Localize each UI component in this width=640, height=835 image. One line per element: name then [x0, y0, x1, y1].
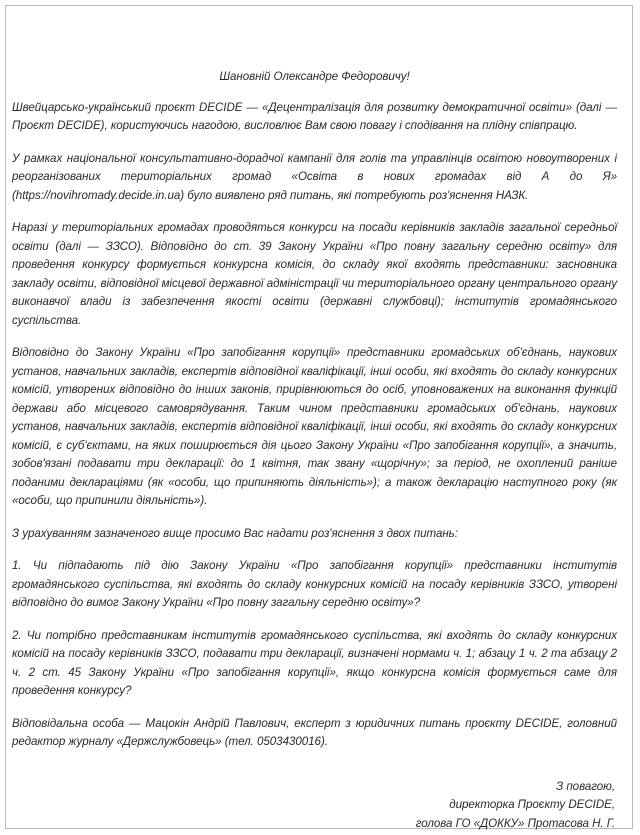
signature-closing: З повагою, [556, 779, 615, 793]
paragraph-campaign: У рамках національної консультативно-дорадчої кампанії для голів та управлінців освітою новоутворених і реорганізованих територіальних громад «Освіта в нових громадах від А до Я» (https://novihromady.decide.in.ua) було виявлено ряд питань, які потребують роз'яснення НАЗК. [12, 151, 617, 202]
paragraph-request: З урахуванням зазначеного вище просимо Вас надати роз'яснення з двох питань: [12, 526, 458, 540]
paragraph-contact-person: Відповідальна особа — Мацокін Андрій Павлович, експерт з юридичних питань проєкту DECIDE, головний редактор журналу «Держслужбовець» (тел. 0503430016). [12, 716, 617, 748]
signature-block [12, 778, 617, 834]
paragraph-project-intro: Швейцарсько-український проєкт DECIDE — «Децентралізація для розвитку демократичної освіти» (далі — Проєкт DECIDE), користуючись нагодою, висловлює Вам свою повагу і сподівання на плідну співпрацю. [12, 100, 617, 132]
salutation: Шановній Олександре Федоровичу! [219, 70, 410, 83]
paragraph-competitions: Наразі у територіальних громадах проводяться конкурси на посади керівників закладів загальної середньої освіти (далі — ЗЗСО). Відповідно до ст. 39 Закону України «Про повну загальну середню освіту» для проведення конкурсу формується конкурсна комісія, до складу якої входять представники: засновника закладу освіти, відповідної місцевої державної адміністрації чи територіального органу центрального органу виконавчої влади із забезпечення якості освіти (державні службовці); інститутів громадянського суспільства. [12, 221, 617, 327]
question-2: 2. Чи потрібно представникам інститутів громадянського суспільства, які входять до складу конкурсних комісій на посаду керівників ЗЗСО, подавати три декларації, визначені нормами ч. 1; абзацу 1 ч. 2 та абзацу 2 ч. 2 ст. 45 Закону України «Про запобігання корупції», якщо конкурсна комісія формується саме для проведення конкурсу? [12, 628, 617, 697]
paragraph-corruption-law: Відповідно до Закону України «Про запобігання корупції» представники громадських об'єднань, наукових установ, навчальних закладів, експертів відповідної кваліфікації, інші особи, які входять до складу конкурсних комісій, утворених відповідно до інших законів, прирівнюються до осіб, уповноважених на виконання функцій держави або місцевого самоврядування. Таким чином представники громадських об'єднань, наукових установ, навчальних закладів, експертів відповідної кваліфікації, інші особи, які входять до складу конкурсних комісій, є суб'єктами, на яких поширюється дія цього Закону України «Про запобігання корупції», а значить, зобов'язані подавати три декларації: до 1 квітня, так звану «щорічну»; за період, не охоплений раніше поданими деклараціями (як «особи, що припиняють діяльність»); а також декларацію наступного року (як «особи, що припинили діяльність»). [12, 346, 617, 507]
signature-position: директорка Проєкту DECIDE, [449, 798, 615, 811]
letter-body [12, 68, 617, 833]
signature-name: голова ГО «ДОККУ» Протасова Н. Г. [415, 816, 615, 830]
question-1: 1. Чи підпадають під дію Закону України «Про запобігання корупції» представники інститутів громадянського суспільства, які входять до складу конкурсних комісій на посаду керівників ЗЗСО, утворені відповідно до вимог Закону України «Про повну загальну середню освіту»? [12, 559, 617, 609]
